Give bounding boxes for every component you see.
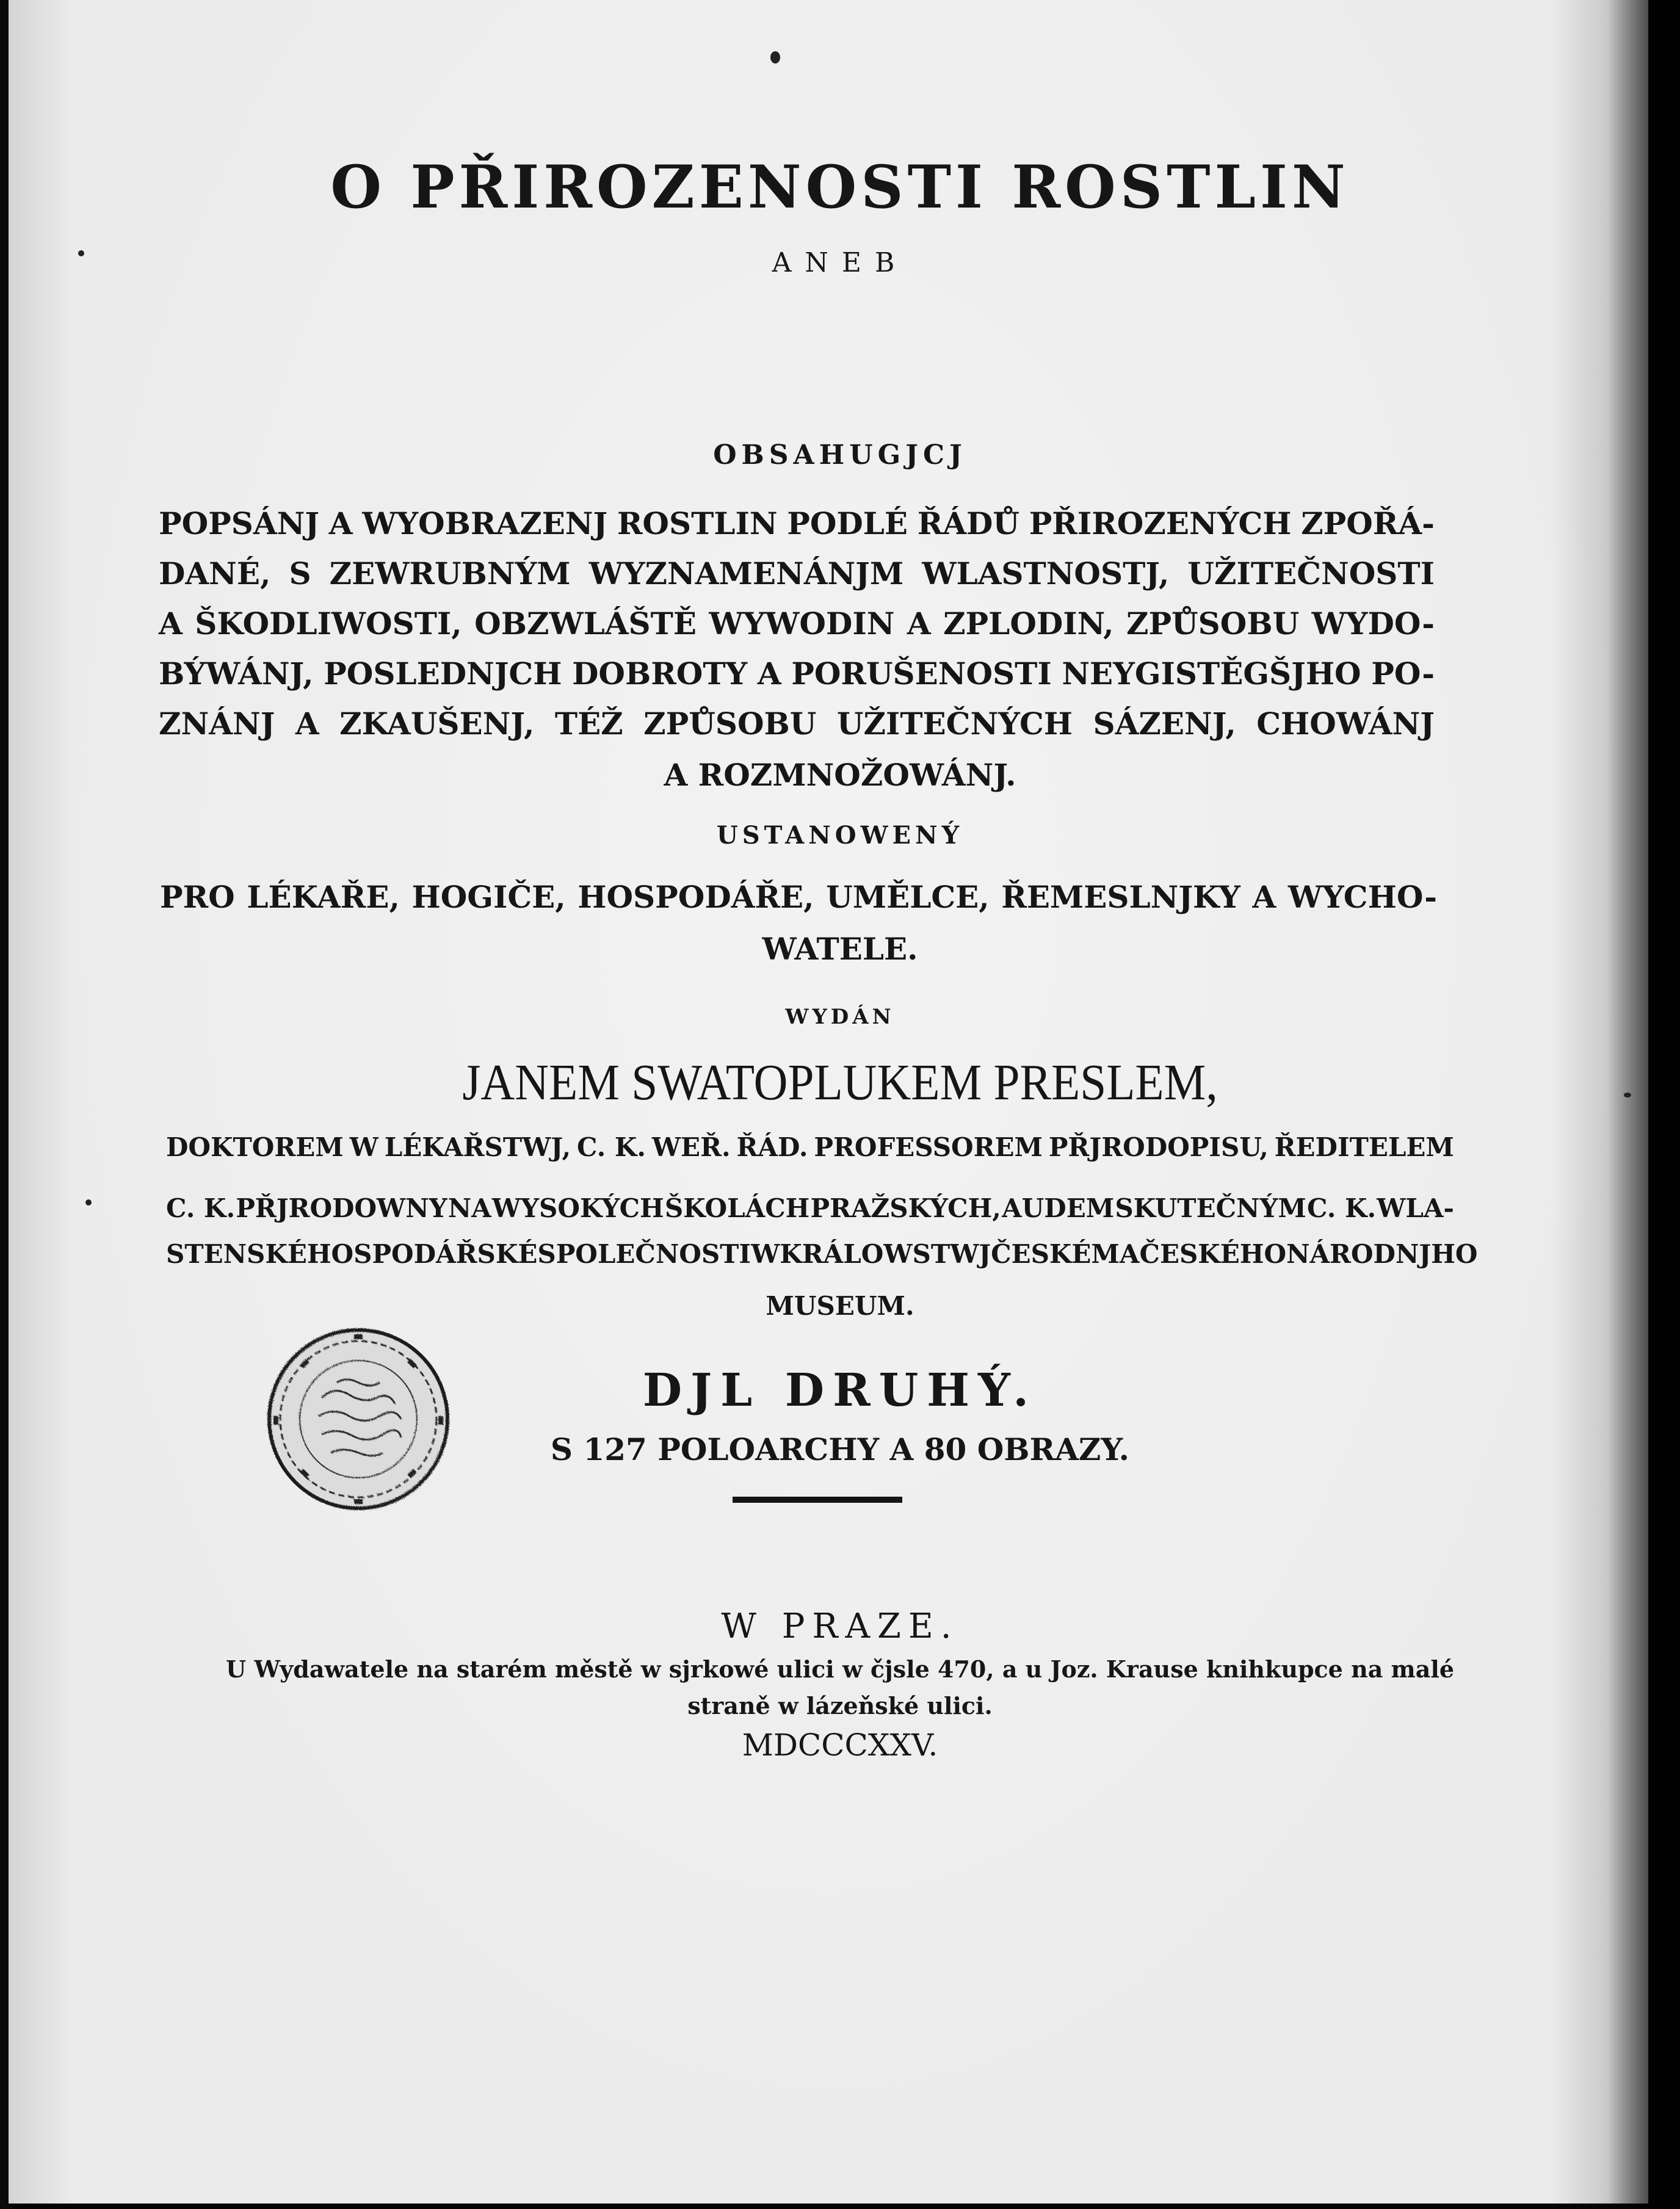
word: SPOLEČNOSTI [537, 1239, 751, 1269]
scan-right-shadow [1607, 0, 1680, 2209]
word: WEŘ. [651, 1132, 731, 1162]
audience-line [160, 879, 1437, 915]
word: WLA- [1377, 1193, 1454, 1223]
word: C. K. [576, 1132, 646, 1162]
word: WYCHO- [1287, 879, 1437, 915]
description-line [159, 505, 1435, 541]
word: WYDO- [1311, 606, 1435, 642]
word: WYWODIN [709, 606, 895, 642]
word: C. K. [166, 1193, 236, 1223]
conjunction: ANEB [772, 247, 908, 278]
word: KRÁLOWSTWJ [780, 1239, 991, 1269]
word: PRO [160, 879, 235, 915]
word: ZNÁNJ [159, 706, 275, 742]
word: S [289, 555, 311, 591]
word: UMĚLCE, [826, 879, 990, 915]
word: BÝWÁNJ, [159, 656, 314, 692]
word: NÁRODNJHO [1286, 1239, 1478, 1269]
word: W [349, 1132, 378, 1162]
word: C. K. [1307, 1193, 1377, 1223]
audience-line: WATELE. [762, 931, 918, 967]
word: STENSKÉ [166, 1239, 307, 1269]
credentials-line: MUSEUM. [766, 1291, 914, 1321]
plates-count: S 127 POLOARCHY A 80 OBRAZY. [550, 1431, 1130, 1467]
word: DOBROTY [572, 656, 748, 692]
word: POSLEDNJCH [324, 656, 562, 692]
word: PRAŽSKÝCH, [810, 1193, 1001, 1223]
word: ŘEDITELEM [1274, 1132, 1454, 1162]
word: PO- [1371, 656, 1435, 692]
word: W [751, 1239, 780, 1269]
word: ŠKOLÁCH [664, 1193, 810, 1223]
word: ČESKÉHO [1139, 1239, 1287, 1269]
description-line [159, 706, 1435, 742]
word: HOSPODÁŘE, [578, 879, 814, 915]
word: A [757, 656, 781, 692]
word: SÁZENJ, [1093, 706, 1236, 742]
word: WLASTNOSTJ, [922, 555, 1170, 591]
word: PROFESSOREM [814, 1132, 1043, 1162]
publisher-line: U Wydawatele na starém městě w sjrkowé ulici w čjsle 470, a u Joz. Krause knihkupce na malé [225, 1655, 1455, 1683]
word: LÉKAŘSTWJ, [384, 1132, 571, 1162]
credentials-line [166, 1132, 1454, 1162]
word: CHOWÁNJ [1256, 706, 1435, 742]
word: ZEWRUBNÝM [329, 555, 571, 591]
word: LÉKAŘE, [247, 879, 400, 915]
imprint-year: MDCCCXXV. [742, 1727, 938, 1763]
description-line: A ROZMNOŽOWÁNJ. [664, 757, 1016, 793]
word: ZKAUŠENJ, [339, 706, 535, 742]
library-stamp-icon [264, 1325, 453, 1514]
word: ROSTLIN [617, 505, 778, 541]
word: NA [447, 1193, 491, 1223]
word: ČESKÉM [991, 1239, 1120, 1269]
word: A [1119, 1239, 1140, 1269]
description-line [159, 656, 1435, 692]
volume-part: DJL DRUHÝ. [642, 1364, 1038, 1417]
description-line [159, 606, 1435, 642]
imprint-city: W PRAZE. [721, 1607, 959, 1646]
credentials-line [166, 1239, 1478, 1269]
description-line [159, 555, 1435, 591]
word: DOKTOREM [166, 1132, 344, 1162]
word: ZPOŘÁ- [1301, 505, 1435, 541]
word: PŘJRODOWNY [236, 1193, 447, 1223]
word: ŠKODLIWOSTI, [195, 606, 462, 642]
word: A [907, 606, 931, 642]
subtitle-intro: OBSAHUGJCJ [713, 439, 967, 471]
word: UŽITEČNÝCH [836, 706, 1073, 742]
word: PODLÉ [787, 505, 908, 541]
word: AUDEM [1002, 1193, 1115, 1223]
word: WYSOKÝCH [491, 1193, 664, 1223]
dust-speck [770, 51, 780, 63]
word: HOSPODÁŘSKÉ [306, 1239, 538, 1269]
word: OBZWLÁŠTĚ [474, 606, 697, 642]
word: ZPŮSOBU [1126, 606, 1300, 642]
word: NEYGISTĚGŠJHO [1062, 656, 1361, 692]
word: SKUTEČNÝM [1115, 1193, 1306, 1223]
word: A [159, 606, 183, 642]
word: POPSÁNJ [159, 505, 320, 541]
page-title: O PŘIROZENOSTI ROSTLIN [330, 153, 1350, 222]
dust-speck [1624, 1093, 1631, 1097]
word: ŘÁDŮ [917, 505, 1019, 541]
word: ŘÁD. [736, 1132, 808, 1162]
word: A [1252, 879, 1276, 915]
divider-rule [733, 1497, 902, 1503]
word: PORUŠENOSTI [791, 656, 1052, 692]
established-label: USTANOWENÝ [716, 821, 964, 850]
word: HOGIČE, [411, 879, 566, 915]
word: UŽITEČNOSTI [1187, 555, 1435, 591]
issued-label: WYDÁN [785, 1005, 895, 1029]
word: ZPLODIN, [943, 606, 1114, 642]
word: WYZNAMENÁNJM [588, 555, 904, 591]
word: PŘJRODOPISU, [1048, 1132, 1269, 1162]
word: PŘIROZENÝCH [1029, 505, 1292, 541]
word: ŘEMESLNJKY [1001, 879, 1240, 915]
credentials-line [166, 1193, 1454, 1223]
word: A [328, 505, 353, 541]
author-name: JANEM SWATOPLUKEM PRESLEM, [462, 1054, 1218, 1111]
publisher-line: straně w lázeňské ulici. [687, 1692, 993, 1719]
dust-speck [85, 1199, 92, 1206]
word: DANÉ, [159, 555, 271, 591]
word: A [295, 706, 319, 742]
word: ZPŮSOBU [643, 706, 817, 742]
word: TÉŽ [554, 706, 623, 742]
word: WYOBRAZENJ [362, 505, 608, 541]
